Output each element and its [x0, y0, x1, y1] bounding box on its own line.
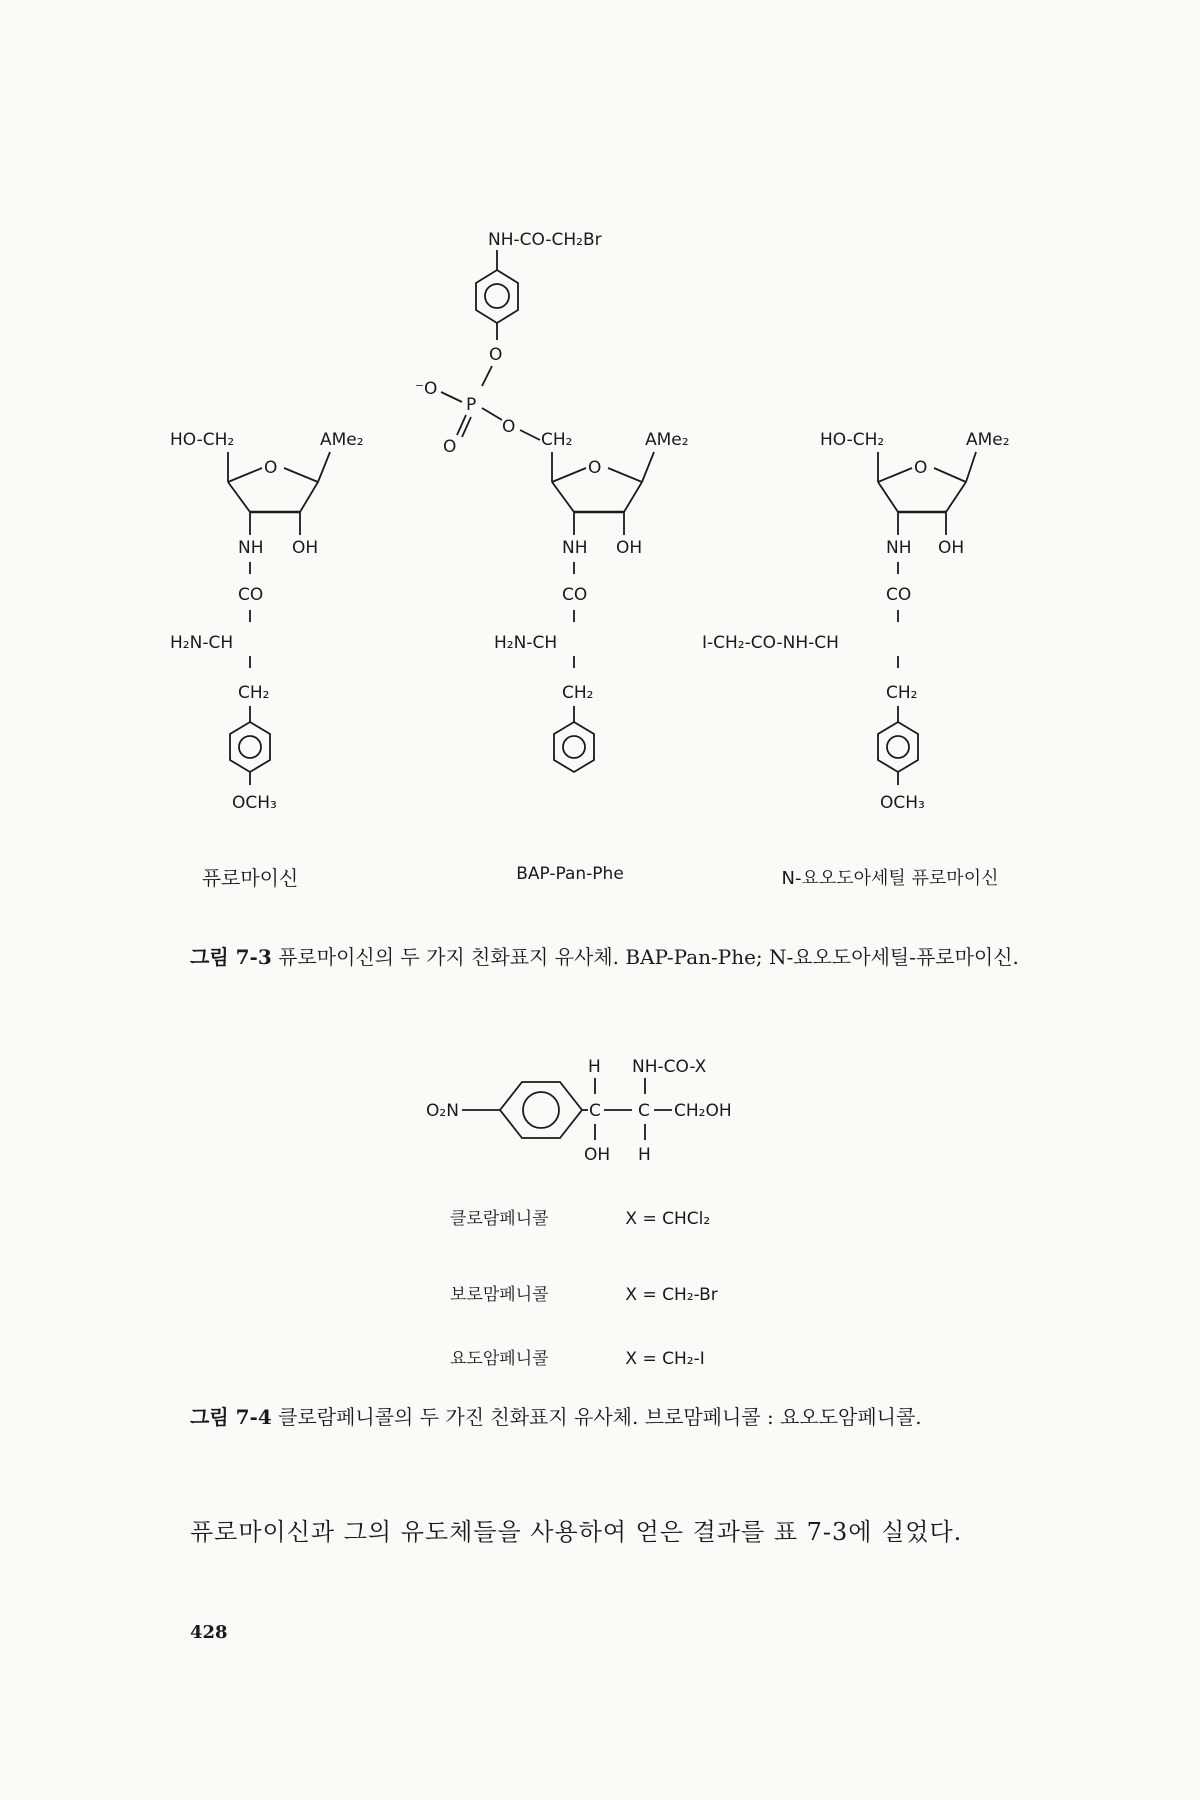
svg-text:OCH₃: OCH₃ [880, 793, 925, 813]
page-number: 428 [190, 1622, 228, 1643]
svg-text:C: C [638, 1101, 650, 1121]
compound-formula: X = CHCl₂ [625, 1209, 711, 1229]
svg-text:I-CH₂-CO-NH-CH: I-CH₂-CO-NH-CH [702, 633, 839, 653]
figure-7-3-caption-title: 그림 7-3 [190, 945, 272, 969]
svg-text:⁻O: ⁻O [415, 379, 438, 399]
body-paragraph: 퓨로마이신과 그의 유도체들을 사용하여 얻은 결과를 표 7-3에 실었다. [190, 1518, 963, 1546]
svg-text:CO: CO [238, 585, 264, 605]
svg-text:NH: NH [238, 538, 264, 558]
svg-text:CO: CO [886, 585, 912, 605]
svg-text:O: O [502, 417, 516, 437]
svg-text:O: O [588, 458, 602, 478]
iodamphenicol-row [450, 1344, 850, 1369]
bap-pan-phe-label: BAP-Pan-Phe [516, 864, 624, 884]
svg-text:OH: OH [616, 538, 643, 558]
compound-name: 요도암페니콜 [450, 1349, 549, 1369]
svg-text:O: O [914, 458, 928, 478]
compound-formula: X = CH₂-Br [625, 1285, 718, 1305]
svg-text:HO-CH₂: HO-CH₂ [170, 430, 235, 450]
svg-text:H: H [588, 1057, 601, 1077]
svg-text:C: C [589, 1101, 601, 1121]
svg-text:CH₂: CH₂ [238, 683, 270, 703]
svg-text:AMe₂: AMe₂ [645, 430, 689, 450]
svg-text:CO: CO [562, 585, 588, 605]
svg-text:H₂N-CH: H₂N-CH [494, 633, 558, 653]
svg-text:AMe₂: AMe₂ [966, 430, 1010, 450]
puromycin-structure [170, 430, 364, 813]
svg-text:OCH₃: OCH₃ [232, 793, 277, 813]
svg-text:OH: OH [292, 538, 319, 558]
iodoacetyl-puromycin-structure [702, 430, 1010, 813]
svg-text:P: P [466, 395, 477, 415]
svg-text:NH: NH [562, 538, 588, 558]
svg-text:H₂N-CH: H₂N-CH [170, 633, 234, 653]
svg-text:CH₂: CH₂ [886, 683, 918, 703]
iodoacetyl-puromycin-label: N-요오도아세틸 퓨로마이신 [781, 868, 999, 889]
benzene-ring-top [476, 270, 518, 323]
nitrophenyl-ring [500, 1082, 582, 1138]
svg-text:OH: OH [938, 538, 965, 558]
figure-7-4-caption [190, 1400, 1020, 1434]
svg-text:O: O [264, 458, 278, 478]
svg-text:H: H [638, 1145, 651, 1165]
svg-text:CH₂: CH₂ [562, 683, 594, 703]
svg-text:NH-CO-X: NH-CO-X [632, 1057, 707, 1077]
svg-text:O₂N: O₂N [426, 1101, 459, 1121]
svg-text:O: O [443, 437, 457, 457]
puromycin-label: 퓨로마이신 [201, 866, 299, 890]
compound-name: 클로람페니콜 [450, 1209, 549, 1229]
svg-text:NH: NH [886, 538, 912, 558]
figure-7-4-caption-text: 클로람페니콜의 두 가진 친화표지 유사체. 브로맘페니콜 : 요오도암페니콜. [278, 1405, 922, 1429]
svg-text:CH₂: CH₂ [541, 430, 573, 450]
svg-text:O: O [489, 345, 503, 365]
compound-formula: X = CH₂-I [625, 1349, 705, 1369]
chloramphenicol-row [450, 1204, 850, 1229]
bap-pan-phe-structure [494, 430, 689, 772]
nh-co-ch2br-label: NH-CO-CH₂Br [488, 230, 602, 250]
svg-text:HO-CH₂: HO-CH₂ [820, 430, 885, 450]
svg-text:AMe₂: AMe₂ [320, 430, 364, 450]
svg-text:OH: OH [584, 1145, 611, 1165]
compound-name: 보로맘페니콜 [450, 1285, 549, 1305]
figure-7-3-caption-text: 퓨로마이신의 두 가지 친화표지 유사체. BAP-Pan-Phe; N-요오도아세틸-퓨로마이신. [278, 945, 1019, 969]
bromamphenicol-row [450, 1280, 850, 1305]
figure-7-4-caption-title: 그림 7-4 [190, 1405, 272, 1429]
figure-7-3-caption [190, 940, 1020, 974]
svg-text:CH₂OH: CH₂OH [674, 1101, 732, 1121]
